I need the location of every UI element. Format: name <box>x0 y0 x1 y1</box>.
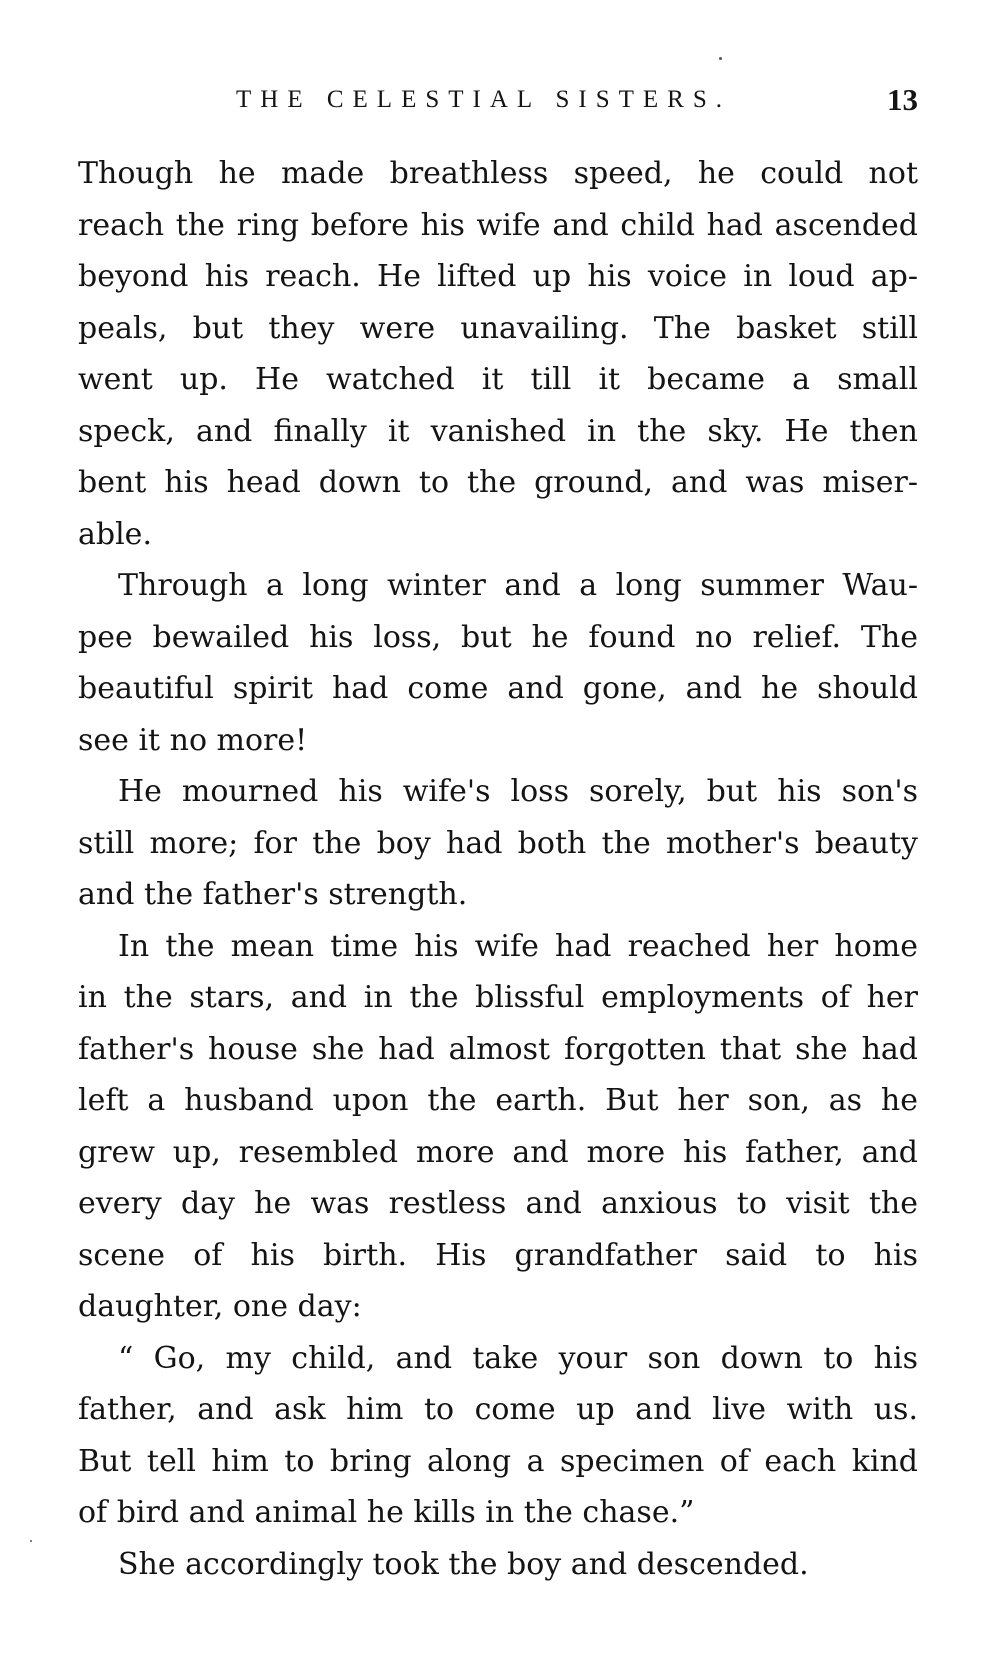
paragraph <box>78 1539 918 1591</box>
text-line: beautiful spirit had come and gone, and he should <box>78 671 918 706</box>
text-line: of bird and animal he kills in the chase.” <box>78 1495 695 1530</box>
text-line: He mourned his wife's loss sorely, but his son's <box>118 774 918 809</box>
text-line: “ Go, my child, and take your son down to his <box>118 1340 918 1376</box>
print-speck <box>719 57 722 60</box>
paragraph <box>78 148 918 560</box>
text-line: left a husband upon the earth. But her son, as he <box>78 1083 918 1118</box>
text-line: Through a long winter and a long summer Wau- <box>118 568 918 603</box>
text-line: peals, but they were unavailing. The basket still <box>78 310 918 346</box>
text-line: Though he made breathless speed, he could not <box>78 156 918 191</box>
text-line: in the stars, and in the blissful employments of her <box>78 980 918 1015</box>
text-line: reach the ring before his wife and child had ascended <box>78 207 918 243</box>
text-line: But tell him to bring along a specimen of each kind <box>78 1443 918 1479</box>
text-line: bent his head down to the ground, and was miser- <box>78 465 918 500</box>
text-line: scene of his birth. His grandfather said to his <box>78 1237 918 1273</box>
text-line: father's house she had almost forgotten that she had <box>78 1031 918 1067</box>
text-line: every day he was restless and anxious to visit the <box>78 1186 918 1221</box>
running-head <box>78 82 918 122</box>
paragraph <box>78 921 918 1333</box>
text-line: pee bewailed his loss, but he found no relief. The <box>78 619 918 655</box>
paragraph <box>78 766 918 921</box>
text-line: father, and ask him to come up and live with us. <box>78 1392 918 1427</box>
text-line: beyond his reach. He lifted up his voice in loud ap- <box>78 259 918 294</box>
paragraph <box>78 1333 918 1539</box>
text-line: speck, and finally it vanished in the sky. He then <box>78 413 918 449</box>
text-line: still more; for the boy had both the mother's beauty <box>78 825 918 861</box>
running-title: THE CELESTIAL SISTERS. <box>236 86 731 113</box>
text-line: went up. He watched it till it became a small <box>78 362 918 397</box>
text-line: grew up, resembled more and more his father, and <box>78 1134 918 1170</box>
body-text <box>78 148 918 1590</box>
text-line: and the father's strength. <box>78 877 468 912</box>
text-line: daughter, one day: <box>78 1289 362 1324</box>
paragraph <box>78 560 918 766</box>
text-line: able. <box>78 516 152 552</box>
text-line: see it no more! <box>78 722 308 758</box>
text-line: In the mean time his wife had reached her home <box>118 928 918 964</box>
text-line: She accordingly took the boy and descended. <box>118 1546 809 1582</box>
page-number: 13 <box>887 82 918 117</box>
print-speck <box>30 1540 32 1542</box>
